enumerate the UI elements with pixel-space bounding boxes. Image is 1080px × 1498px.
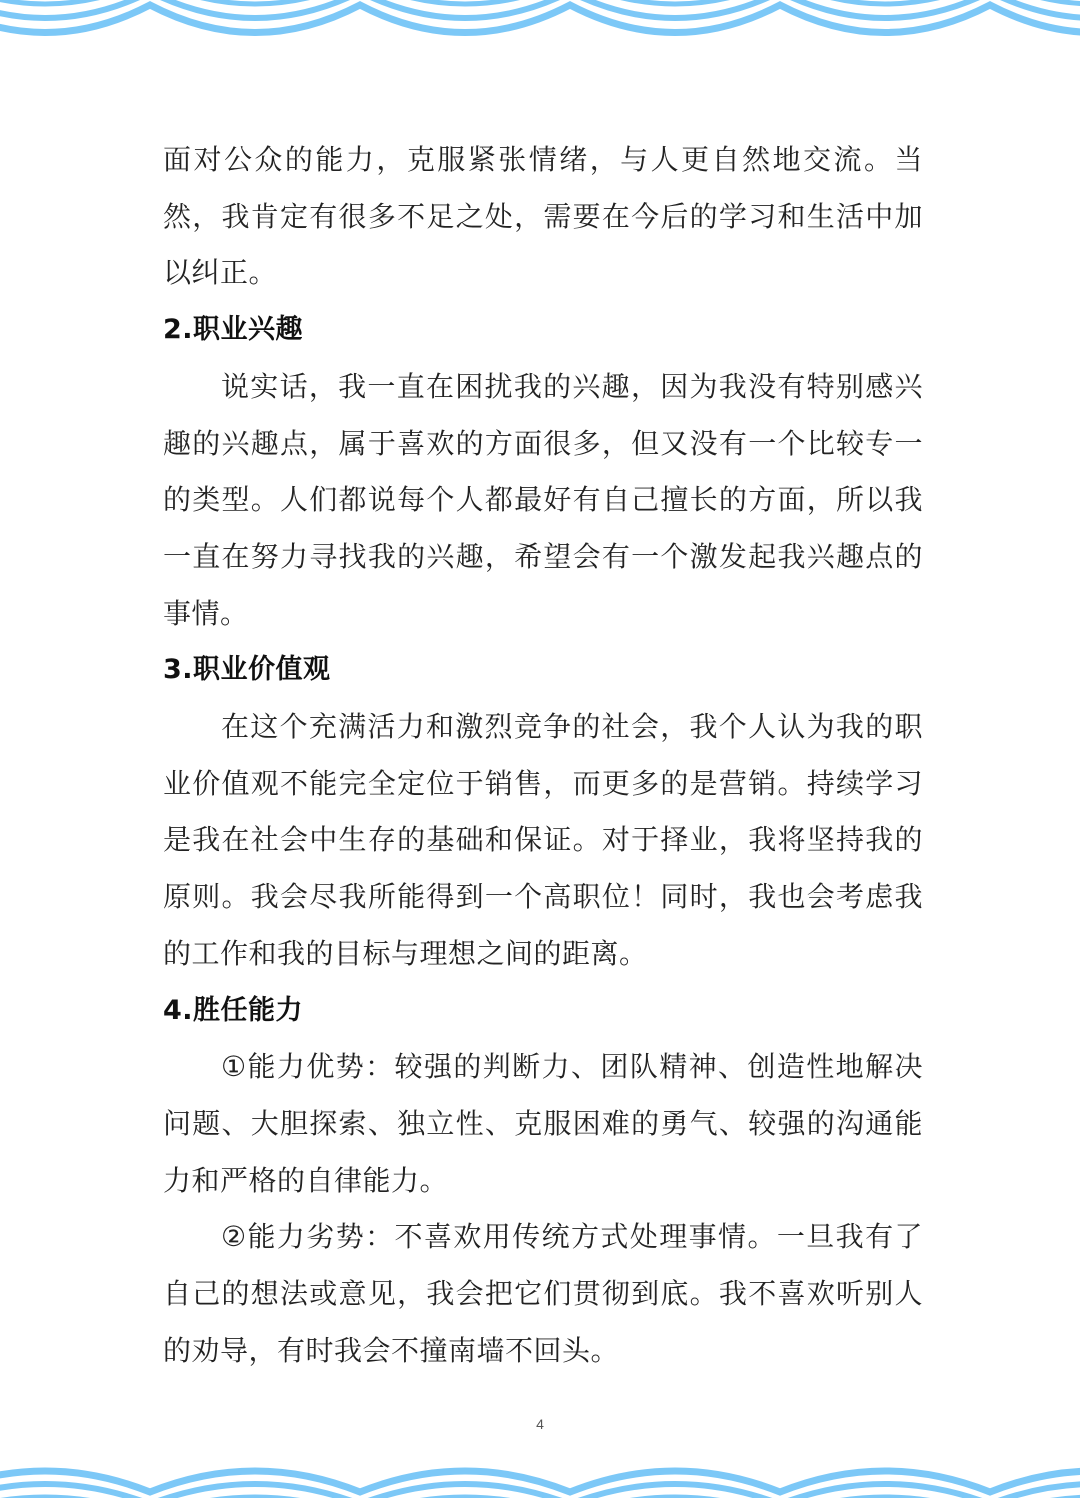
paragraph-continued: 面对公众的能力，克服紧张情绪，与人更自然地交流。当然，我肯定有很多不足之处，需要在今后的学习和生活中加以纠正。 — [163, 143, 923, 290]
page-number: 4 — [536, 1416, 544, 1432]
paragraph-career-values: 在这个充满活力和激烈竞争的社会，我个人认为我的职业价值观不能完全定位于销售，而更多的是营销。持续学习是我在社会中生存的基础和保证。对于择业，我将坚持我的原则。我会尽我所能得到一个高职位！同时，我也会考虑我的工作和我的目标与理想之间的距离。 — [163, 710, 923, 970]
heading-career-interest: 2.职业兴趣 — [163, 314, 304, 346]
paragraph-weaknesses: ②能力劣势：不喜欢用传统方式处理事情。一旦我有了自己的想法或意见，我会把它们贯彻到底。我不喜欢听别人的劝导，有时我会不撞南墙不回头。 — [163, 1220, 923, 1367]
wave-border-top-icon — [0, 0, 1080, 60]
paragraph-strengths: ①能力优势：较强的判断力、团队精神、创造性地解决问题、大胆探索、独立性、克服困难的勇气、较强的沟通能力和严格的自律能力。 — [163, 1050, 923, 1197]
document-body — [163, 132, 923, 1379]
heading-competency: 4.胜任能力 — [163, 994, 304, 1026]
wave-border-bottom-icon — [0, 1462, 1080, 1498]
paragraph-career-interest: 说实话，我一直在困扰我的兴趣，因为我没有特别感兴趣的兴趣点，属于喜欢的方面很多，但又没有一个比较专一的类型。人们都说每个人都最好有自己擅长的方面，所以我一直在努力寻找我的兴趣，希望会有一个激发起我兴趣点的事情。 — [163, 369, 923, 630]
heading-career-values: 3.职业价值观 — [163, 654, 331, 686]
